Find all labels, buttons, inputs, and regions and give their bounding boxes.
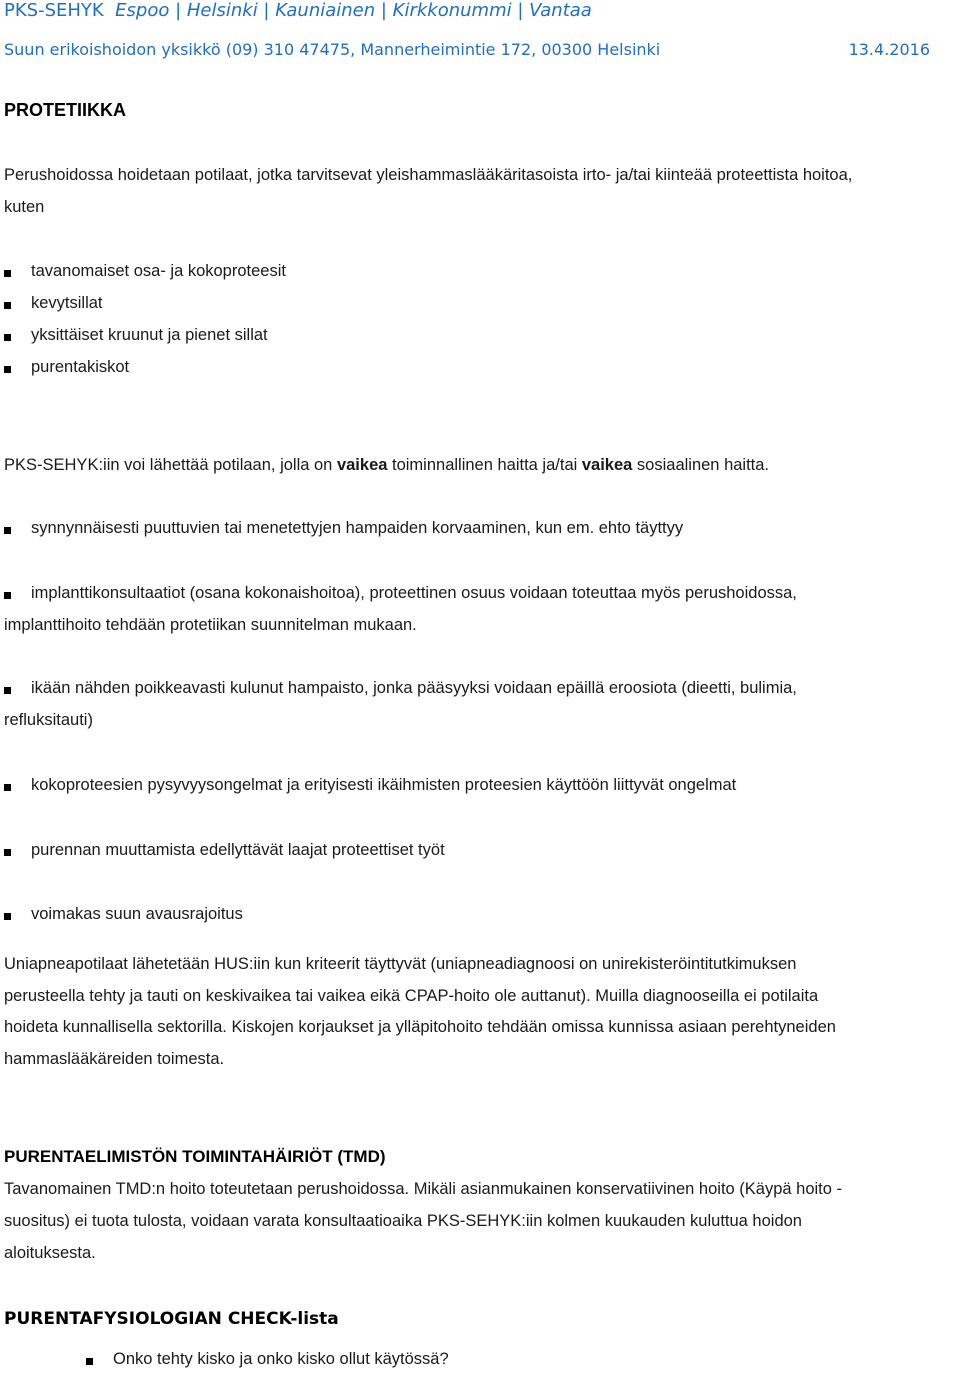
- apnea-line-4: hammaslääkäreiden toimesta.: [4, 1050, 225, 1068]
- bullet-icon: [4, 849, 11, 856]
- bullet-icon: [4, 527, 11, 534]
- apnea-line-3: hoideta kunnallisella sektorilla. Kiskojen korjaukset ja ylläpitohoito tehdään omissa kunnissa asiaan perehtyneiden: [4, 1018, 836, 1036]
- section-title-protetiikka: PROTETIIKKA: [4, 100, 127, 120]
- bullet-icon: [4, 366, 11, 373]
- intro-line-1: Perushoidossa hoidetaan potilaat, jotka tarvitsevat yleishammaslääkäritasoista irto- ja/tai kiinteää proteettista hoitoa,: [4, 166, 853, 184]
- bullet-icon: [4, 302, 11, 309]
- section-title-tmd: PURENTAELIMISTÖN TOIMINTAHÄIRIÖT (TMD): [4, 1147, 386, 1166]
- list-item-continuation: implanttihoito tehdään protetiikan suunnitelman mukaan.: [4, 616, 417, 634]
- tmd-line-3: aloituksesta.: [4, 1244, 96, 1262]
- intro-line-2: kuten: [4, 198, 45, 216]
- bullet-icon: [4, 334, 11, 341]
- referral-paragraph: PKS-SEHYK:iin voi lähettää potilaan, jolla on vaikea toiminnallinen haitta ja/tai vaikea sosiaalinen haitta.: [4, 456, 770, 474]
- bullet-icon: [4, 592, 11, 599]
- apnea-line-2: perusteella tehty ja tauti on keskivaikea tai vaikea eikä CPAP-hoito ole auttanut). Muilla diagnooseilla ei potilaita: [4, 987, 819, 1005]
- apnea-line-1: Uniapneapotilaat lähetetään HUS:iin kun kriteerit täyttyvät (uniapneadiagnoosi on unirekisteröintitutkimuksen: [4, 955, 797, 973]
- header-address: Suun erikoishoidon yksikkö (09) 310 47475, Mannerheimintie 172, 00300 Helsinki: [4, 40, 661, 59]
- header-cities: Espoo | Helsinki | Kauniainen | Kirkkonummi | Vantaa: [115, 0, 592, 21]
- bullet-icon: [86, 1358, 93, 1365]
- bullet-icon: [4, 784, 11, 791]
- document-page: PKS-SEHYK Espoo | Helsinki | Kauniainen | Kirkkonummi | Vantaa Suun erikoishoidon yksikkö (09) 310 47475, Mannerheimintie 172, 00300 Helsinki 13.4.2016 PROTETIIKKA Perushoidossa hoidetaan potilaat, jotka tarvitsevat yleishammaslääkäritasoista irto- ja/tai kiinteää proteettista hoitoa, kuten tavanomaiset osa- ja kokoproteesit kevytsillat yksittäiset kruunut ja pienet sillat purentakiskot PKS-SEHYK:iin voi lähettää potilaan, jolla on vaikea toiminnallinen haitta ja/tai vaikea sosiaalinen haitta. synnynnäisesti puuttuvien tai menetettyjen hampaiden korvaaminen, kun em. ehto täyttyy implanttikonsultaatiot (osana kokonaishoitoa), proteettinen osuus voidaan toteuttaa myös perushoidossa, implanttihoito tehdään protetiikan suunnitelman mukaan. ikään nähden poikkeavasti kulunut hampaisto, jonka pääsyyksi voidaan epäillä eroosiota (dieetti, bulimia, refluksitauti) kokoproteesien pysyvyysongelmat ja erityisesti ikäihmisten proteesien käyttöön liittyvät ongelmat purennan muuttamista edellyttävät laajat proteettiset työt voimakas suun avausrajoitus Uniapneapotilaat lähetetään HUS:iin kun kriteerit täyttyvät (uniapneadiagnoosi on unirekisteröintitutkimuksen perusteella tehty ja tauti on keskivaikea tai vaikea eikä CPAP-hoito ole auttanut). Muilla diagnooseilla ei potilaita hoideta kunnallisella sektorilla. Kiskojen korjaukset ja ylläpitohoito tehdään omissa kunnissa asiaan perehtyneiden hammaslääkäreiden toimesta. PURENTAELIMISTÖN TOIMINTAHÄIRIÖT (TMD) Tavanomainen TMD:n hoito toteutetaan perushoidossa. Mikäli asianmukainen konservatiivinen hoito (Käypä hoito - suositus) ei tuota tulosta, voidaan varata konsultaatioaika PKS-SEHYK:iin kolmen kuukauden kuluttua hoidon aloituksesta. PURENTAFYSIOLOGIAN CHECK-lista Onko tehty kisko ja onko kisko ollut käytössä?: [4, 0, 930, 1368]
- header-title: [4, 0, 592, 21]
- list-item-continuation: refluksitauti): [4, 711, 93, 729]
- header-date: 13.4.2016: [848, 40, 930, 59]
- tmd-line-1: Tavanomainen TMD:n hoito toteutetaan perushoidossa. Mikäli asianmukainen konservatiivinen hoito (Käypä hoito -: [4, 1180, 843, 1198]
- bullet-icon: [4, 687, 11, 694]
- section-title-checklist: PURENTAFYSIOLOGIAN CHECK-lista: [4, 1309, 339, 1329]
- bullet-icon: [4, 913, 11, 920]
- tmd-line-2: suositus) ei tuota tulosta, voidaan varata konsultaatioaika PKS-SEHYK:iin kolmen kuukauden kuluttua hoidon: [4, 1212, 802, 1230]
- bullet-icon: [4, 270, 11, 277]
- header-org: PKS-SEHYK: [4, 0, 104, 21]
